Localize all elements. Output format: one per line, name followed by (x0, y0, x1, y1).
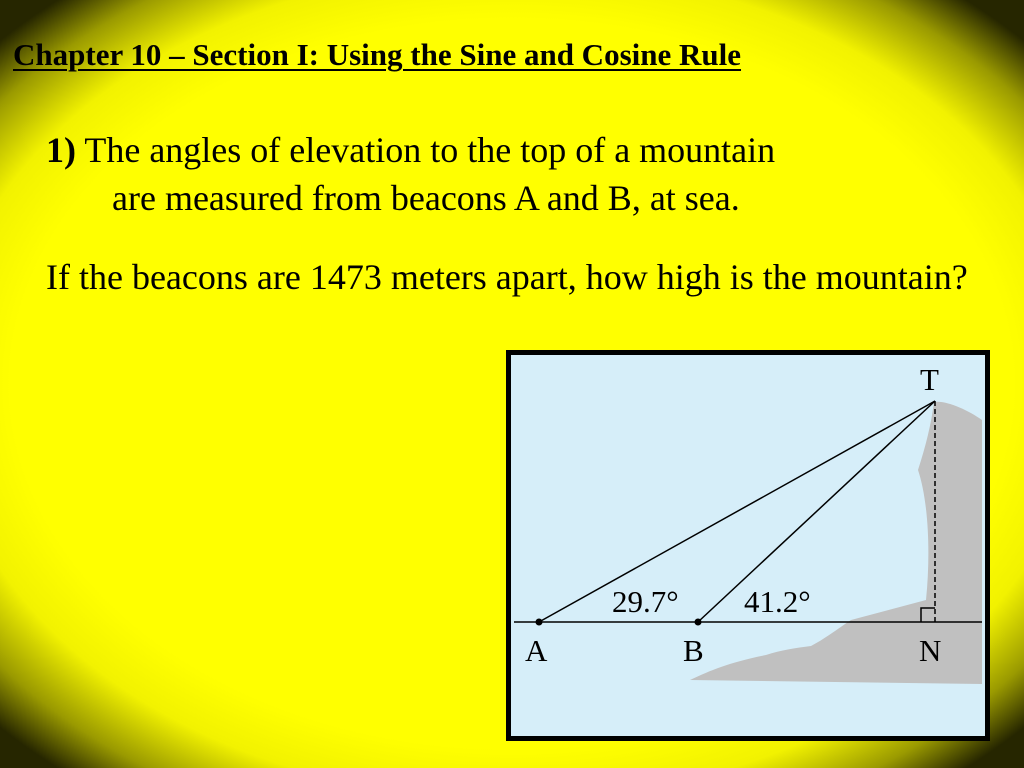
question-paragraph: If the beacons are 1473 meters apart, how high is the mountain? (46, 257, 968, 297)
question-intro (46, 126, 1006, 222)
label-t: T (920, 362, 939, 397)
question-line-2: are measured from beacons A and B, at sea. (112, 178, 740, 218)
beacon-a-dot (536, 619, 543, 626)
mountain-diagram (506, 350, 990, 741)
angle-a-label: 29.7° (612, 584, 679, 619)
question-number: 1) (46, 130, 76, 170)
label-n: N (919, 633, 942, 668)
diagram-svg (506, 350, 990, 741)
slide-title: Chapter 10 – Section I: Using the Sine and Cosine Rule (13, 37, 742, 72)
beacon-b-dot (695, 619, 702, 626)
label-a: A (525, 633, 548, 668)
question-line-1: The angles of elevation to the top of a mountain (84, 130, 776, 170)
angle-b-label: 41.2° (744, 584, 811, 619)
label-b: B (683, 633, 704, 668)
